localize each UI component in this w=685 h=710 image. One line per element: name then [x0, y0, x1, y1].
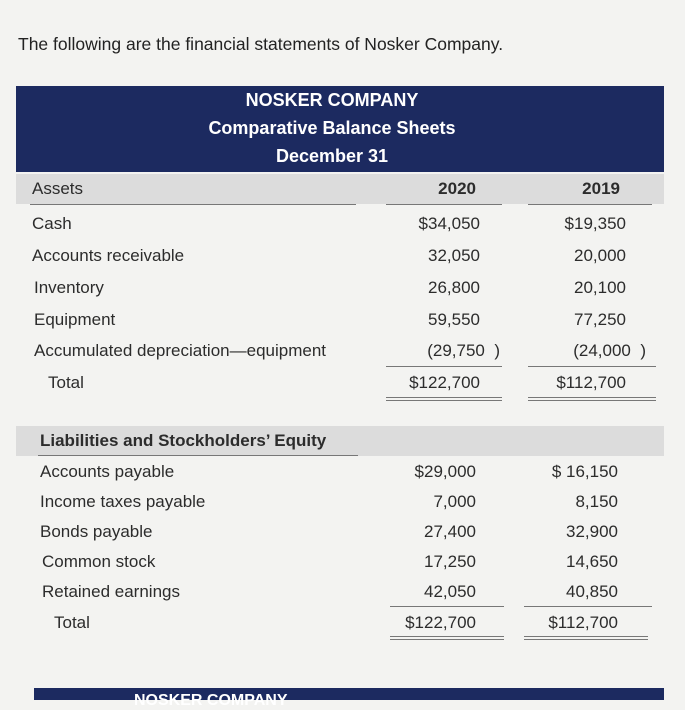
value-2020: 42,050 — [424, 582, 476, 601]
assets-subtotal-rule-2019 — [528, 366, 656, 367]
next-statement-company: NOSKER COMPANY — [134, 692, 288, 709]
value-2019: 32,900 — [566, 522, 618, 541]
intro-text: The following are the financial statements of Nosker Company. — [18, 34, 504, 54]
assets-total-double-rule-2019 — [528, 397, 656, 401]
row-label: Bonds payable — [40, 522, 153, 541]
assets-total-double-rule-2020 — [386, 397, 502, 401]
row-label: Accounts payable — [40, 462, 175, 481]
value-2020: $29,000 — [414, 462, 476, 481]
total-label: Total — [54, 613, 90, 632]
liab-subtotal-rule-2019 — [524, 606, 652, 607]
company-name: NOSKER COMPANY — [245, 90, 419, 110]
value-2019: $19,350 — [564, 214, 626, 233]
assets-heading-rule — [30, 204, 356, 205]
value-2019: 14,650 — [566, 552, 618, 571]
statement-title: Comparative Balance Sheets — [208, 118, 456, 138]
row-label: Retained earnings — [42, 582, 180, 601]
value-2019: 77,250 — [574, 310, 626, 329]
next-statement-header — [34, 688, 664, 709]
liabilities-heading-rule — [38, 455, 358, 456]
col-2020-header: 2020 — [438, 179, 476, 198]
total-label: Total — [48, 373, 84, 392]
row-label: Equipment — [34, 310, 116, 329]
value-2020: 59,550 — [428, 310, 480, 329]
liab-subtotal-rule-2020 — [390, 606, 504, 607]
row-label: Inventory — [34, 278, 104, 297]
value-2020: 7,000 — [433, 492, 476, 511]
row-label: Common stock — [42, 552, 156, 571]
row-label: Accumulated depreciation—equipment — [34, 341, 327, 360]
value-2019: 20,000 — [574, 246, 626, 265]
liab-total-double-rule-2019 — [524, 636, 648, 640]
col-2019-rule — [528, 204, 652, 205]
liab-total-double-rule-2020 — [390, 636, 504, 640]
statement-header — [16, 86, 664, 172]
value-2020: (29,750 ) — [427, 341, 500, 360]
total-2020: $122,700 — [409, 373, 480, 392]
total-2019: $112,700 — [556, 373, 626, 392]
assets-subtotal-rule-2020 — [386, 366, 502, 367]
value-2019: 20,100 — [574, 278, 626, 297]
row-label: Income taxes payable — [40, 492, 206, 511]
assets-heading: Assets — [32, 179, 84, 198]
col-2020-rule — [386, 204, 502, 205]
value-2020: 17,250 — [424, 552, 476, 571]
value-2020: 26,800 — [428, 278, 480, 297]
value-2019: (24,000 ) — [573, 341, 646, 360]
value-2019: 40,850 — [566, 582, 618, 601]
total-2019: $112,700 — [548, 613, 618, 632]
value-2019: $ 16,150 — [551, 462, 618, 481]
row-label: Cash — [32, 214, 72, 233]
statement-date: December 31 — [275, 146, 389, 166]
col-2019-header: 2019 — [582, 179, 620, 198]
value-2020: $34,050 — [418, 214, 480, 233]
value-2020: 32,050 — [428, 246, 480, 265]
value-2019: 8,150 — [575, 492, 618, 511]
row-label: Accounts receivable — [32, 246, 185, 265]
liabilities-heading: Liabilities and Stockholders’ Equity — [40, 431, 327, 450]
value-2020: 27,400 — [424, 522, 476, 541]
total-2020: $122,700 — [405, 613, 476, 632]
